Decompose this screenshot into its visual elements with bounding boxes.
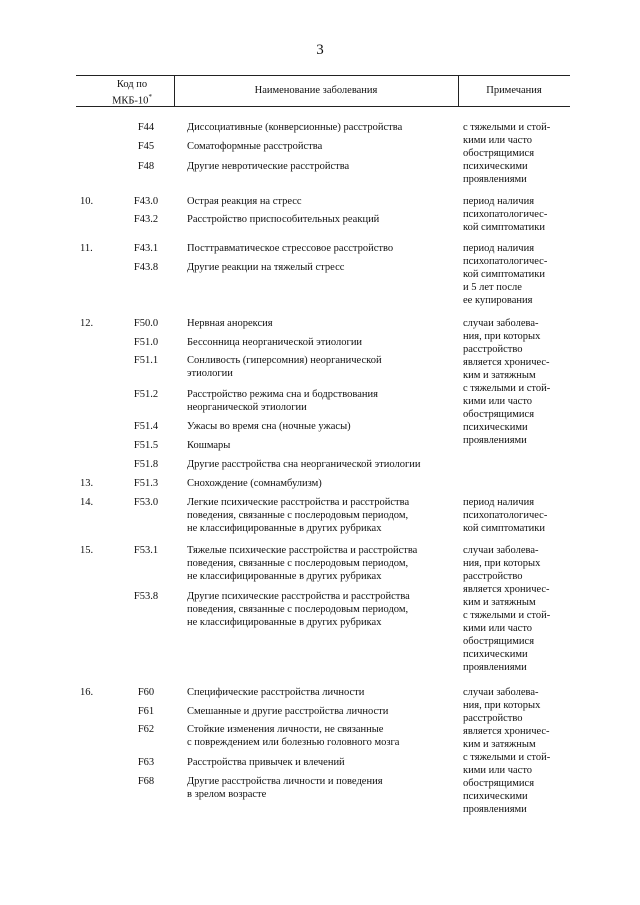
disease-name: поведения, связанные с послеродовым периодом, (187, 558, 409, 569)
row-number: 12. (80, 318, 94, 329)
disease-name: в зрелом возрасте (187, 789, 267, 800)
disease-name: Расстройство приспособительных реакций (187, 214, 380, 225)
note-text: с тяжелыми и стой- (463, 752, 551, 763)
disease-name: Посттравматическое стрессовое расстройство (187, 243, 394, 254)
note-text: психопатологичес- (463, 209, 548, 220)
disease-name: Снохождение (сомнамбулизм) (187, 478, 322, 489)
icd-code: F43.0 (133, 196, 159, 207)
icd-code: F43.2 (133, 214, 159, 225)
disease-name: Другие невротические расстройства (187, 161, 350, 172)
header-code (90, 78, 174, 108)
note-text: случаи заболева- (463, 318, 539, 329)
disease-name: Другие расстройства сна неорганической этиологии (187, 459, 421, 470)
icd-code: F61 (137, 706, 155, 717)
icd-code: F51.8 (133, 459, 159, 470)
note-text: является хроничес- (463, 584, 550, 595)
icd-code: F53.0 (133, 497, 159, 508)
disease-name: Другие реакции на тяжелый стресс (187, 262, 345, 273)
disease-name: этиологии (187, 368, 233, 379)
note-text: расстройство (463, 571, 523, 582)
disease-name: поведения, связанные с послеродовым периодом, (187, 510, 409, 521)
icd-code: F51.3 (133, 478, 159, 489)
icd-code: F51.0 (133, 337, 159, 348)
disease-name: Сонливость (гиперсомния) неорганической (187, 355, 382, 366)
note-text: психическими (463, 791, 528, 802)
icd-code: F53.8 (133, 591, 159, 602)
disease-name: Расстройства привычек и влечений (187, 757, 345, 768)
note-text: ния, при которых (463, 558, 541, 569)
disease-name: Нервная анорексия (187, 318, 273, 329)
note-text: обострящимися (463, 778, 535, 789)
header-notes: Примечания (486, 85, 542, 96)
note-text: кой симптоматики (463, 523, 545, 534)
disease-name: Соматоформные расстройства (187, 141, 323, 152)
note-text: ким и затяжным (463, 739, 536, 750)
header-code-text: МКБ-10 (112, 95, 149, 107)
icd-code: F51.5 (133, 440, 159, 451)
note-text: расстройство (463, 344, 523, 355)
icd-code: F68 (137, 776, 155, 787)
disease-name: Легкие психические расстройства и расстройства (187, 497, 410, 508)
icd-code: F51.4 (133, 421, 159, 432)
note-text: с тяжелыми и стой- (463, 610, 551, 621)
disease-name: Расстройство режима сна и бодрствования (187, 389, 378, 400)
disease-name: не классифицированные в других рубриках (187, 523, 382, 534)
header-top-rule (76, 75, 570, 76)
row-number: 13. (80, 478, 94, 489)
header-code-line2 (90, 91, 174, 108)
note-text: психическими (463, 161, 528, 172)
row-number: 10. (80, 196, 94, 207)
icd-code: F44 (137, 122, 155, 133)
icd-code: F62 (137, 724, 155, 735)
note-text: кими или часто (463, 765, 533, 776)
icd-code: F63 (137, 757, 155, 768)
icd-code: F53.1 (133, 545, 159, 556)
note-text: обострящимися (463, 148, 535, 159)
disease-name: не классифицированные в других рубриках (187, 617, 382, 628)
icd-code: F60 (137, 687, 155, 698)
note-text: с тяжелыми и стой- (463, 383, 551, 394)
icd-code: F50.0 (133, 318, 159, 329)
row-number: 15. (80, 545, 94, 556)
row-number: 16. (80, 687, 94, 698)
note-text: ния, при которых (463, 700, 541, 711)
note-text: ким и затяжным (463, 370, 536, 381)
icd-code: F43.1 (133, 243, 159, 254)
header-code-sup: * (148, 93, 152, 101)
disease-name: Другие расстройства личности и поведения (187, 776, 383, 787)
disease-name: поведения, связанные с послеродовым периодом, (187, 604, 409, 615)
note-text: и 5 лет после (463, 282, 522, 293)
icd-code: F48 (137, 161, 155, 172)
disease-name: Другие психические расстройства и расстройства (187, 591, 410, 602)
note-text: обострящимися (463, 409, 535, 420)
note-text: период наличия (463, 243, 535, 254)
disease-name: с повреждением или болезнью головного мозга (187, 737, 400, 748)
row-number: 11. (80, 243, 93, 254)
note-text: проявлениями (463, 174, 527, 185)
note-text: психическими (463, 422, 528, 433)
disease-name: Диссоциативные (конверсионные) расстройства (187, 122, 403, 133)
header-code-line1: Код по (116, 79, 148, 90)
note-text: кими или часто (463, 135, 533, 146)
icd-code: F51.1 (133, 355, 159, 366)
disease-name: Специфические расстройства личности (187, 687, 365, 698)
disease-name: Смешанные и другие расстройства личности (187, 706, 389, 717)
note-text: обострящимися (463, 636, 535, 647)
disease-name: не классифицированные в других рубриках (187, 571, 382, 582)
disease-name: Бессонница неорганической этиологии (187, 337, 363, 348)
note-text: кими или часто (463, 623, 533, 634)
note-text: случаи заболева- (463, 687, 539, 698)
note-text: кими или часто (463, 396, 533, 407)
note-text: является хроничес- (463, 726, 550, 737)
header-name: Наименование заболевания (254, 85, 378, 96)
icd-code: F51.2 (133, 389, 159, 400)
note-text: расстройство (463, 713, 523, 724)
note-text: проявлениями (463, 435, 527, 446)
note-text: период наличия (463, 497, 535, 508)
disease-name: Тяжелые психические расстройства и расстройства (187, 545, 418, 556)
row-number: 14. (80, 497, 94, 508)
note-text: с тяжелыми и стой- (463, 122, 551, 133)
note-text: кой симптоматики (463, 269, 545, 280)
note-text: кой симптоматики (463, 222, 545, 233)
disease-name: Ужасы во время сна (ночные ужасы) (187, 421, 351, 432)
note-text: проявлениями (463, 804, 527, 815)
note-text: ее купирования (463, 295, 533, 306)
note-text: ким и затяжным (463, 597, 536, 608)
disease-name: неорганической этиологии (187, 402, 307, 413)
disease-name: Стойкие изменения личности, не связанные (187, 724, 384, 735)
note-text: психопатологичес- (463, 256, 548, 267)
note-text: является хроничес- (463, 357, 550, 368)
note-text: психопатологичес- (463, 510, 548, 521)
icd-code: F43.8 (133, 262, 159, 273)
disease-name: Острая реакция на стресс (187, 196, 302, 207)
icd-code: F45 (137, 141, 155, 152)
note-text: ния, при которых (463, 331, 541, 342)
note-text: период наличия (463, 196, 535, 207)
note-text: случаи заболева- (463, 545, 539, 556)
page-number: 3 (316, 42, 324, 58)
disease-name: Кошмары (187, 440, 231, 451)
note-text: психическими (463, 649, 528, 660)
note-text: проявлениями (463, 662, 527, 673)
